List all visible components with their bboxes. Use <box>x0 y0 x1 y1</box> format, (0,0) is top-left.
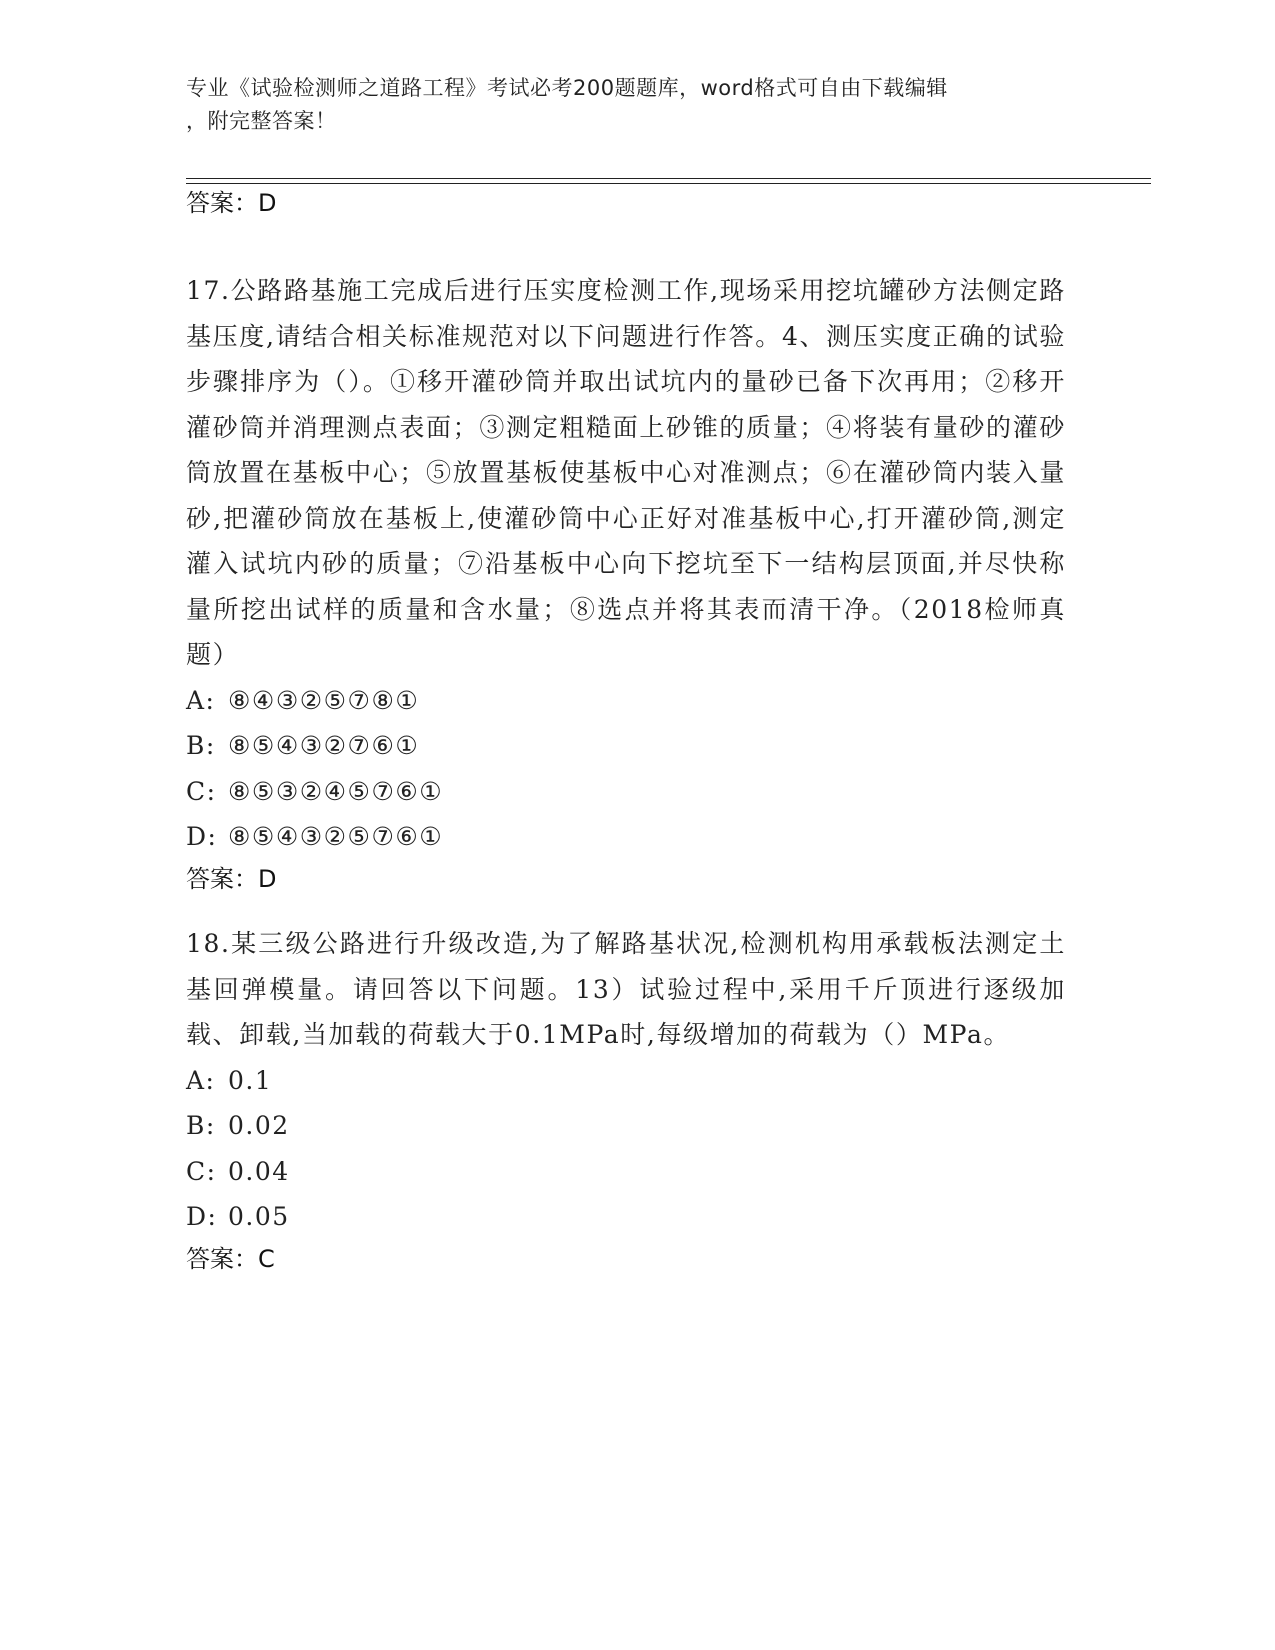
page-header <box>186 72 1066 138</box>
question-18-option-c <box>186 1149 1066 1195</box>
question-18-option-d <box>186 1194 1066 1240</box>
option-key: C: <box>186 776 217 806</box>
option-value: ⑧⑤④③②⑦⑥① <box>228 731 420 760</box>
option-value: ⑧④③②⑤⑦⑧① <box>228 685 420 715</box>
question-17-option-d <box>186 814 1066 860</box>
option-key: D: <box>186 1202 218 1231</box>
option-value: 0.02 <box>228 1111 290 1140</box>
option-key: C: <box>186 1156 217 1186</box>
option-value: 0.1 <box>228 1065 273 1095</box>
option-key: A: <box>186 1065 216 1095</box>
question-17-option-c <box>186 769 1066 815</box>
question-18-option-b <box>186 1103 1066 1149</box>
question-18-option-a <box>186 1058 1066 1104</box>
option-value: 0.05 <box>228 1202 290 1231</box>
option-key: D: <box>186 822 218 851</box>
header-divider <box>186 178 1151 179</box>
question-17-option-a <box>186 678 1066 724</box>
header-line-2: ，附完整答案！ <box>186 109 337 133</box>
question-17-text: 17.公路路基施工完成后进行压实度检测工作,现场采用挖坑罐砂方法侧定路基压度,请结合相关标准规范对以下问题进行作答。4、测压实度正确的试验步骤排序为（）。①移开灌砂筒并取出试坑内的量砂已备下次再用；②移开灌砂筒并消理测点表面；③测定粗糙面上砂锥的质量；④将装有量砂的灌砂筒放置在基板中心；⑤放置基板使基板中心对准测点；⑥在灌砂筒内装入量砂,把灌砂筒放在基板上,使灌砂筒中心正好对准基板中心,打开灌砂筒,测定灌入试坑内砂的质量；⑦沿基板中心向下挖坑至下一结构层顶面,并尽快称量所挖出试样的质量和含水量；⑧选点并将其表而清干净。（2018检师真题） <box>186 276 1066 669</box>
question-17-option-b <box>186 723 1066 769</box>
option-value: ⑧⑤④③②⑤⑦⑥① <box>228 822 444 851</box>
header-line-1: 专业《试验检测师之道路工程》考试必考200题题库，word格式可自由下载编辑 <box>186 76 948 100</box>
option-key: B: <box>186 1111 216 1140</box>
option-key: A: <box>186 685 216 715</box>
option-value: 0.04 <box>228 1156 290 1186</box>
option-key: B: <box>186 731 216 760</box>
question-17 <box>186 268 1066 894</box>
option-value: ⑧⑤③②④⑤⑦⑥① <box>228 776 444 806</box>
question-18-text: 18.某三级公路进行升级改造,为了解路基状况,检测机构用承载板法测定土基回弹模量。请回答以下问题。13）试验过程中,采用千斤顶进行逐级加载、卸载,当加载的荷载大于0.1MPa时,每级增加的荷载为（）MPa。 <box>186 929 1066 1049</box>
header-divider-double <box>186 183 1151 184</box>
question-18-answer: 答案：C <box>186 1244 275 1273</box>
question-17-answer: 答案：D <box>186 864 277 893</box>
previous-answer: 答案：D <box>186 189 277 217</box>
question-18 <box>186 921 1066 1274</box>
